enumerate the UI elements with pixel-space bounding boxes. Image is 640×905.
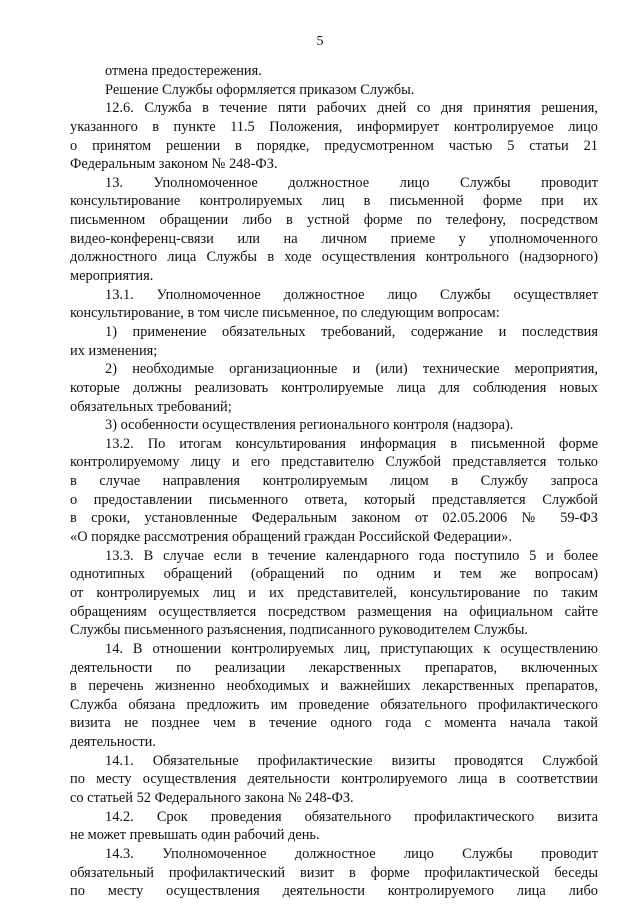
- text-line: видео-конференц-связи или на личном приеме у уполномоченного: [70, 230, 598, 247]
- text-line: 14. В отношении контролируемых лиц, приступающих к осуществлению: [105, 640, 598, 657]
- text-line: по месту осуществления деятельности контролируемого лица либо: [70, 883, 598, 900]
- text-line: Служба обязана предложить им проведение обязательного профилактического: [70, 696, 598, 713]
- text-line: в случае направления контролируемым лицом в Службу запроса: [70, 473, 598, 490]
- text-line: в перечень жизненно необходимых и важнейших лекарственных препаратов,: [70, 678, 598, 695]
- text-line: 14.3. Уполномоченное должностное лицо Службы проводит: [105, 845, 598, 862]
- text-line: Решение Службы оформляется приказом Службы.: [105, 81, 415, 98]
- text-line: деятельности.: [70, 734, 156, 751]
- text-line: деятельности по реализации лекарственных препаратов, включенных: [70, 659, 598, 676]
- text-line: по месту осуществления деятельности контролируемого лица в соответствии: [70, 771, 598, 788]
- text-line: «О порядке рассмотрения обращений граждан Российской Федерации».: [70, 529, 512, 546]
- text-line: в сроки, установленные Федеральным законом от 02.05.2006 № 59-ФЗ: [70, 510, 598, 527]
- text-line: должностного лица Службы в ходе осуществления контрольного (надзорного): [70, 249, 598, 266]
- text-line: обязательный профилактический визит в форме профилактической беседы: [70, 864, 598, 881]
- text-line: письменном обращении либо в устной форме по телефону, посредством: [70, 212, 598, 229]
- text-line: о принятом решении в порядке, предусмотренном частью 5 статьи 21: [70, 137, 598, 154]
- text-line: 13.3. В случае если в течение календарного года поступило 5 и более: [105, 547, 598, 564]
- text-line: 13.1. Уполномоченное должностное лицо Службы осуществляет: [105, 286, 598, 303]
- text-line: Службы письменного разъяснения, подписанного руководителем Службы.: [70, 622, 529, 639]
- text-line: консультирование, в том числе письменное, по следующим вопросам:: [70, 305, 500, 322]
- page-number: 5: [316, 34, 324, 49]
- text-line: 12.6. Служба в течение пяти рабочих дней со дня принятия решения,: [105, 100, 598, 117]
- text-line: отмена предостережения.: [105, 63, 262, 79]
- text-line: со статьей 52 Федерального закона № 248-ФЗ.: [70, 789, 354, 806]
- text-line: обращениям осуществляется посредством размещения на официальном сайте: [70, 603, 598, 620]
- document-body: [70, 62, 598, 901]
- text-line: 1) применение обязательных требований, содержание и последствия: [105, 323, 598, 340]
- text-line: обязательных требований;: [70, 398, 232, 415]
- text-line: мероприятия.: [70, 268, 154, 285]
- text-line: указанного в пункте 11.5 Положения, информирует контролируемое лицо: [70, 118, 598, 135]
- text-line: визита не позднее чем в течение одного года с момента начала такой: [70, 715, 598, 732]
- text-line: 14.2. Срок проведения обязательного профилактического визита: [105, 808, 598, 825]
- text-line: их изменения;: [70, 342, 158, 359]
- text-line: консультирование контролируемых лиц в письменной форме при их: [70, 193, 598, 210]
- text-line: которые должны реализовать контролируемые лица для соблюдения новых: [70, 379, 598, 396]
- text-line: Федеральным законом № 248-ФЗ.: [70, 156, 278, 173]
- text-line: контролируемому лицу и его представителю Службой представляется только: [70, 454, 598, 471]
- text-line: 14.1. Обязательные профилактические визиты проводятся Службой: [105, 752, 598, 769]
- text-line: не может превышать один рабочий день.: [70, 827, 320, 844]
- text-line: 13.2. По итогам консультирования информация в письменной форме: [105, 435, 598, 452]
- text-line: однотипных обращений (обращений по одним и тем же вопросам): [70, 566, 598, 583]
- text-line: 13. Уполномоченное должностное лицо Службы проводит: [105, 174, 598, 191]
- text-line: о предоставлении письменного ответа, который представляется Службой: [70, 491, 598, 508]
- text-line: от контролируемых лиц и их представителей, консультирование по таким: [70, 584, 598, 601]
- text-line: 3) особенности осуществления регионального контроля (надзора).: [105, 417, 514, 434]
- text-line: 2) необходимые организационные и (или) технические мероприятия,: [105, 361, 598, 378]
